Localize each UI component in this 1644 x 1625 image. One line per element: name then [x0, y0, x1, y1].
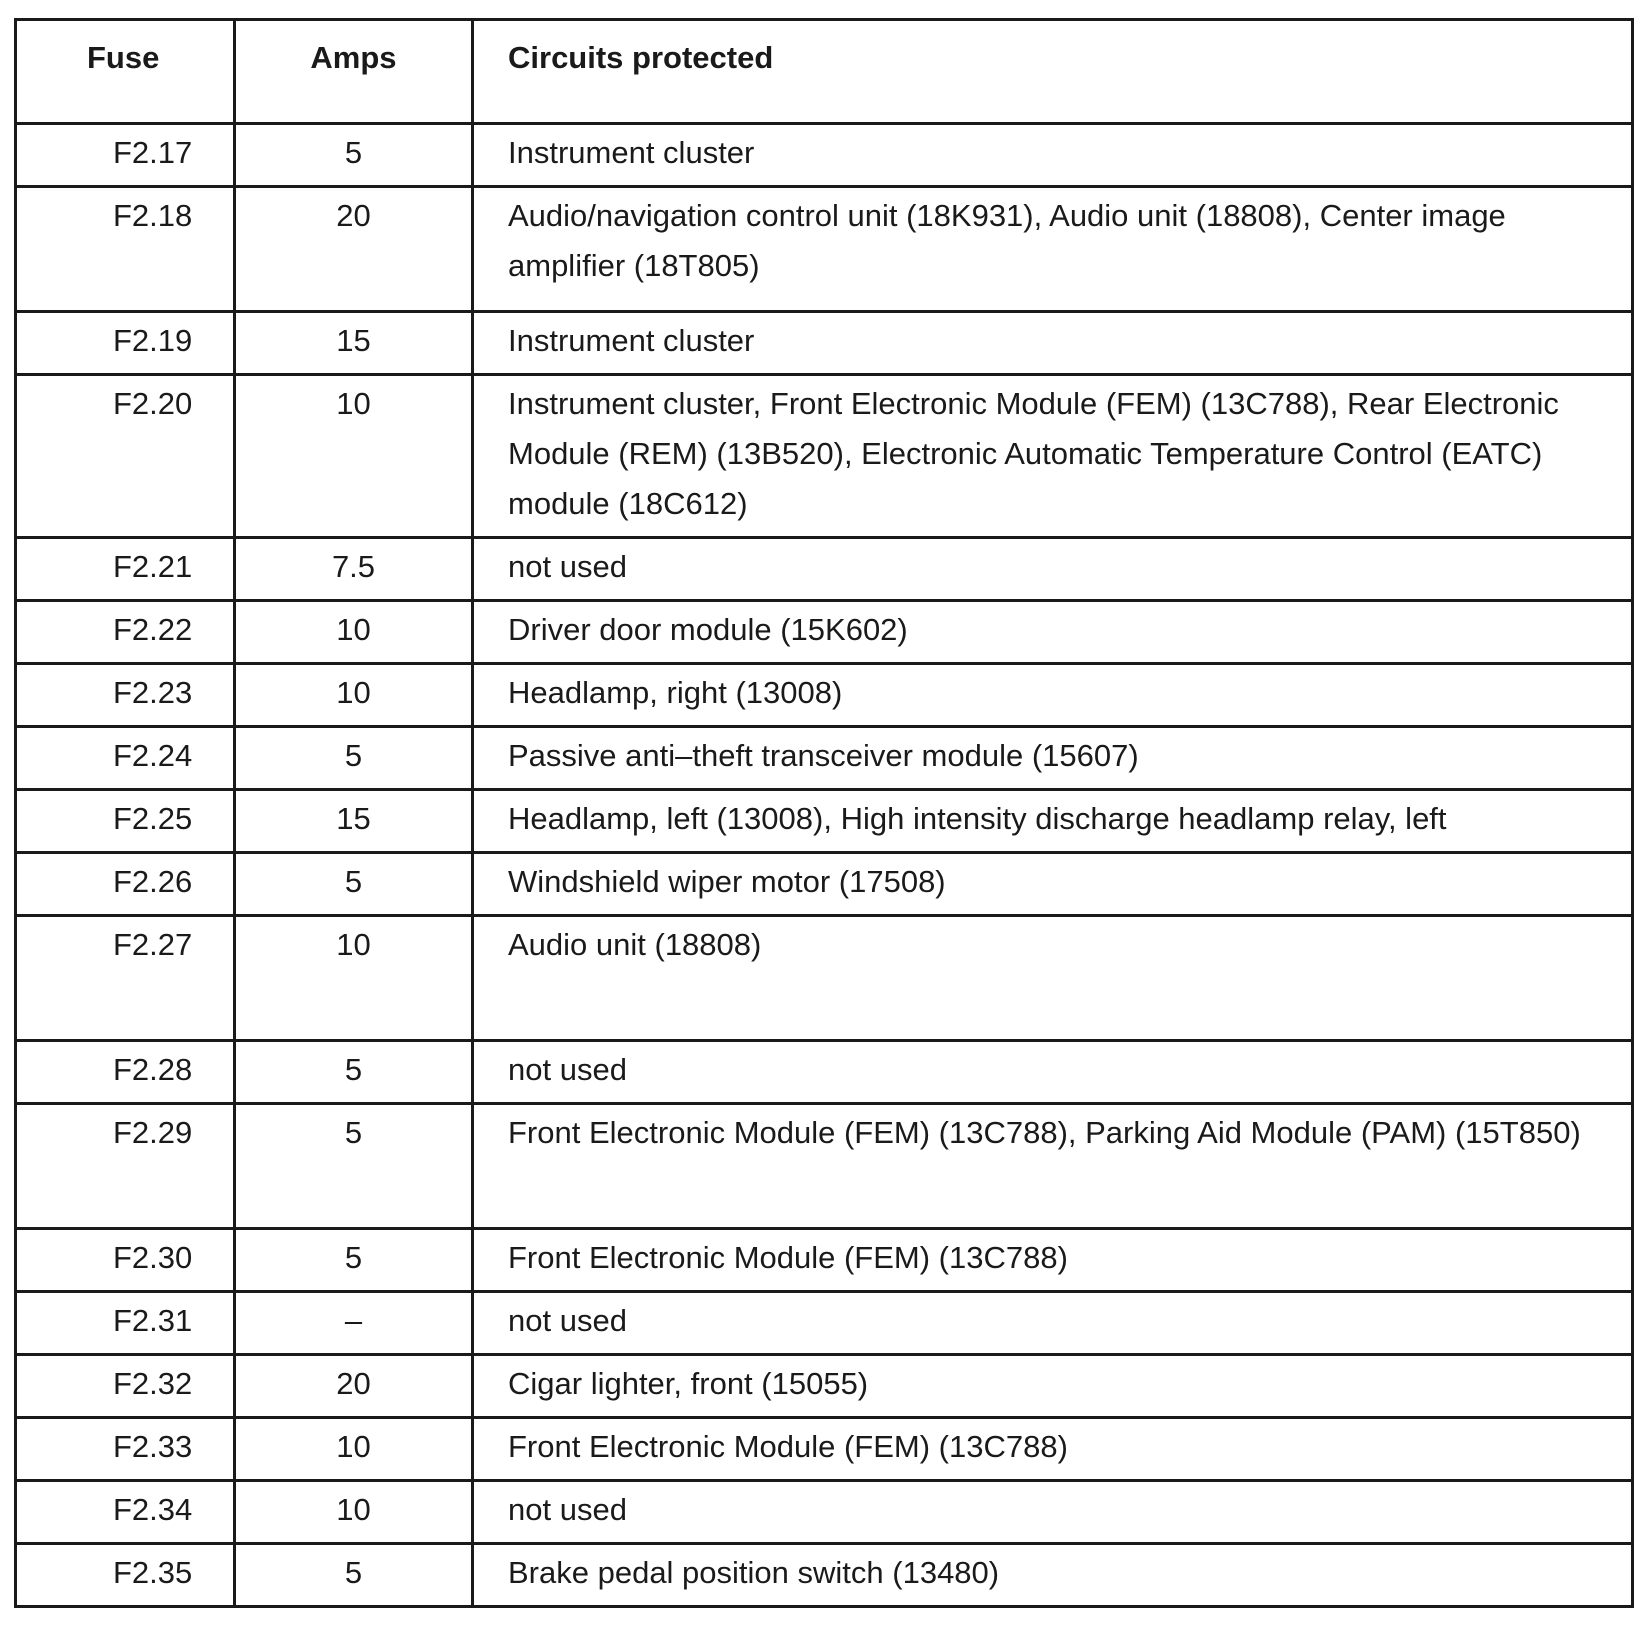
table-row: [16, 375, 1633, 538]
fuse-cell: F2.21: [16, 538, 235, 601]
amps-cell: 20: [235, 187, 473, 312]
fuse-cell: F2.28: [16, 1041, 235, 1104]
circuits-cell: Windshield wiper motor (17508): [473, 853, 1633, 916]
circuits-cell: Front Electronic Module (FEM) (13C788): [473, 1229, 1633, 1292]
table-row: [16, 312, 1633, 375]
amps-cell: 10: [235, 1481, 473, 1544]
amps-cell: 5: [235, 1229, 473, 1292]
table-row: [16, 853, 1633, 916]
amps-cell: 5: [235, 1104, 473, 1229]
circuits-cell: not used: [473, 1292, 1633, 1355]
circuits-cell: Headlamp, left (13008), High intensity discharge headlamp relay, left: [473, 790, 1633, 853]
circuits-cell: Front Electronic Module (FEM) (13C788), Parking Aid Module (PAM) (15T850): [473, 1104, 1633, 1229]
fuse-cell: F2.27: [16, 916, 235, 1041]
table-row: [16, 1544, 1633, 1607]
fuse-cell: F2.29: [16, 1104, 235, 1229]
fuse-cell: F2.30: [16, 1229, 235, 1292]
fuse-cell: F2.26: [16, 853, 235, 916]
circuits-cell: Cigar lighter, front (15055): [473, 1355, 1633, 1418]
fuse-cell: F2.24: [16, 727, 235, 790]
table-row: [16, 1229, 1633, 1292]
amps-cell: 5: [235, 853, 473, 916]
fuse-cell: F2.34: [16, 1481, 235, 1544]
amps-cell: 10: [235, 664, 473, 727]
table-row: [16, 1104, 1633, 1229]
fuse-cell: F2.32: [16, 1355, 235, 1418]
amps-cell: 10: [235, 1418, 473, 1481]
header-amps: Amps: [235, 20, 473, 124]
amps-cell: 7.5: [235, 538, 473, 601]
circuits-cell: Passive anti–theft transceiver module (15607): [473, 727, 1633, 790]
circuits-cell: Audio unit (18808): [473, 916, 1633, 1041]
header-row: [16, 20, 1633, 124]
fuse-cell: F2.18: [16, 187, 235, 312]
circuits-cell: not used: [473, 1481, 1633, 1544]
amps-cell: 20: [235, 1355, 473, 1418]
table-row: [16, 538, 1633, 601]
amps-cell: 5: [235, 727, 473, 790]
header-circuits: Circuits protected: [473, 20, 1633, 124]
amps-cell: 5: [235, 1041, 473, 1104]
circuits-cell: Driver door module (15K602): [473, 601, 1633, 664]
table-row: [16, 1292, 1633, 1355]
amps-cell: 5: [235, 1544, 473, 1607]
table-row: [16, 790, 1633, 853]
amps-cell: 5: [235, 124, 473, 187]
header-fuse: Fuse: [16, 20, 235, 124]
fuse-cell: F2.33: [16, 1418, 235, 1481]
table-row: [16, 124, 1633, 187]
fuse-cell: F2.25: [16, 790, 235, 853]
fuse-cell: F2.19: [16, 312, 235, 375]
table-row: [16, 1041, 1633, 1104]
fuse-cell: F2.20: [16, 375, 235, 538]
amps-cell: 15: [235, 312, 473, 375]
amps-cell: 10: [235, 375, 473, 538]
table-row: [16, 1481, 1633, 1544]
fuse-cell: F2.17: [16, 124, 235, 187]
amps-cell: 10: [235, 601, 473, 664]
table-row: [16, 601, 1633, 664]
circuits-cell: Headlamp, right (13008): [473, 664, 1633, 727]
circuits-cell: not used: [473, 538, 1633, 601]
circuits-cell: Instrument cluster: [473, 312, 1633, 375]
table-row: [16, 664, 1633, 727]
circuits-cell: Front Electronic Module (FEM) (13C788): [473, 1418, 1633, 1481]
circuits-cell: Instrument cluster, Front Electronic Module (FEM) (13C788), Rear Electronic Module (REM) (13B520), Electronic Automatic Temperature Control (EATC) module (18C612): [473, 375, 1633, 538]
circuits-cell: Audio/navigation control unit (18K931), Audio unit (18808), Center image amplifier (18T805): [473, 187, 1633, 312]
amps-cell: 10: [235, 916, 473, 1041]
circuits-cell: Brake pedal position switch (13480): [473, 1544, 1633, 1607]
circuits-cell: Instrument cluster: [473, 124, 1633, 187]
amps-cell: 15: [235, 790, 473, 853]
fuse-cell: F2.23: [16, 664, 235, 727]
fuse-table: [14, 18, 1634, 1608]
fuse-cell: F2.31: [16, 1292, 235, 1355]
table-row: [16, 1355, 1633, 1418]
table-row: [16, 916, 1633, 1041]
fuse-cell: F2.35: [16, 1544, 235, 1607]
table-row: [16, 1418, 1633, 1481]
circuits-cell: not used: [473, 1041, 1633, 1104]
fuse-cell: F2.22: [16, 601, 235, 664]
table-row: [16, 727, 1633, 790]
amps-cell: –: [235, 1292, 473, 1355]
table-row: [16, 187, 1633, 312]
